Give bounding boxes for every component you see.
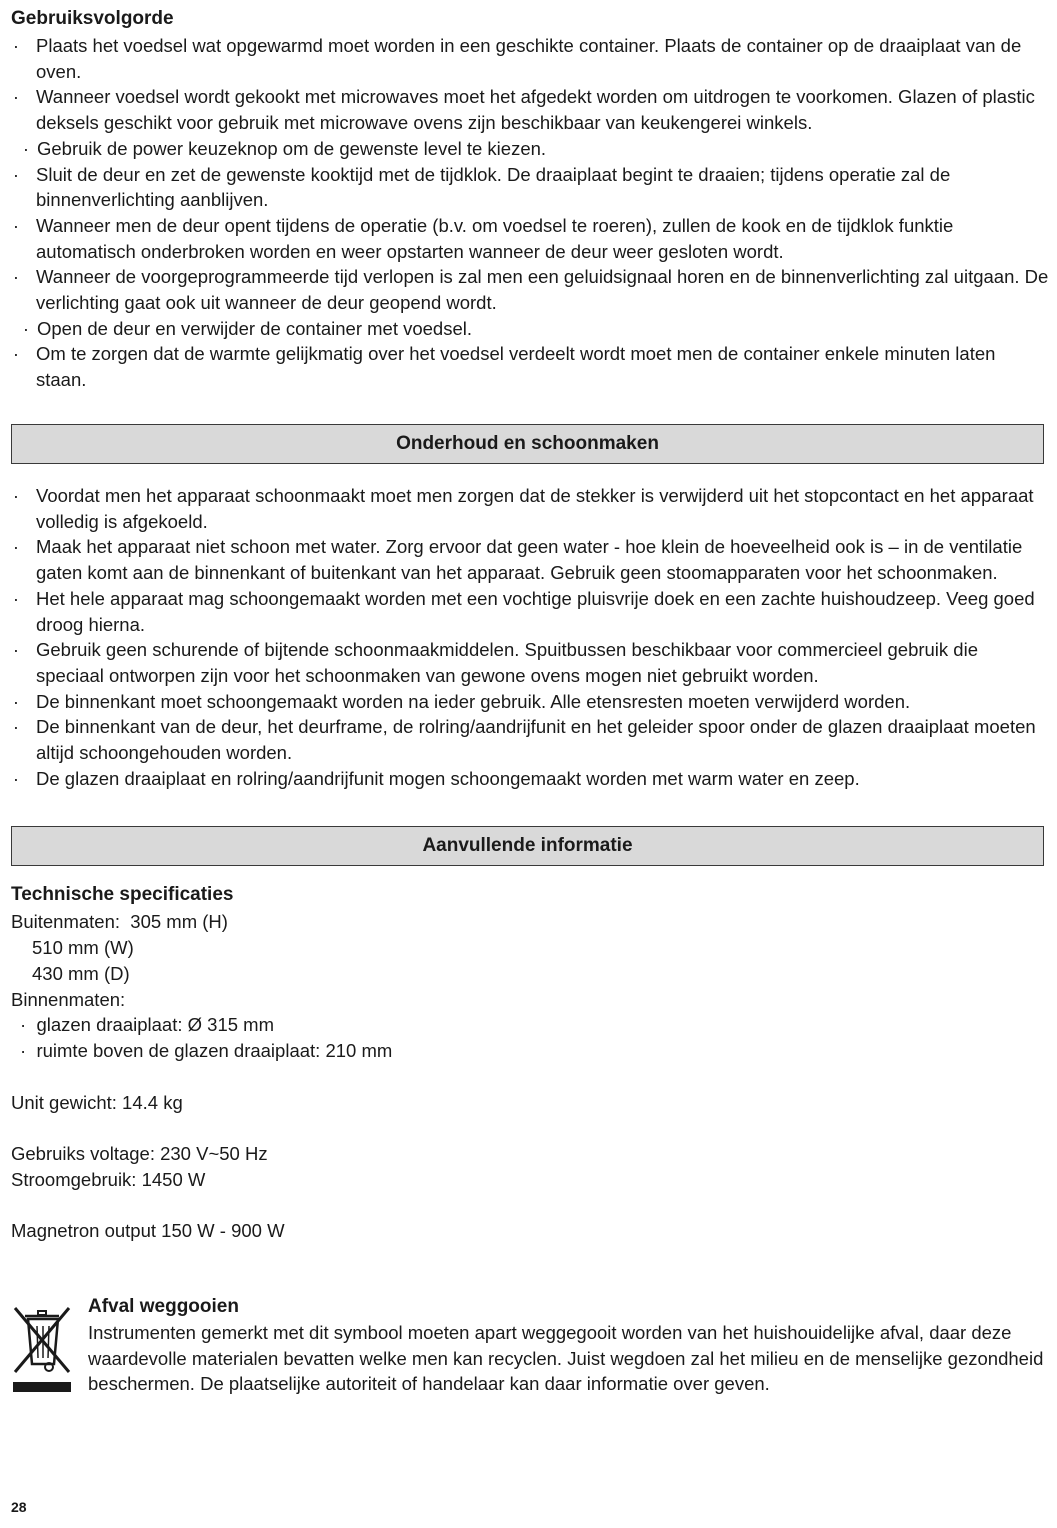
list-item: · Wanneer men de deur opent tijdens de operatie (b.v. om voedsel te roeren), zullen de kook en de tijdklok funktie automatisch onderbroken worden en weer opstarten wanneer de deur weer gesloten wordt. — [10, 213, 1050, 264]
turntable-row — [20, 1014, 274, 1036]
bullet-icon: · — [20, 1014, 27, 1035]
list-item: · Voordat men het apparaat schoonmaakt moet men zorgen dat de stekker is verwijderd uit het stopcontact en het apparaat volledig is afgekoeld. — [10, 483, 1050, 534]
list-item: · Maak het apparaat niet schoon met water. Zorg ervoor dat geen water - hoe klein de hoeveelheid ook is – in de ventilatie gaten komt aan de binnenkant of buitenkant van het apparaat. Gebruik geen stoomapparaten voor het schoonmaken. — [10, 534, 1050, 585]
list-item: · De glazen draaiplaat en rolring/aandrijfunit mogen schoongemaakt worden met warm water en zeep. — [10, 766, 1050, 792]
page-number: 28 — [11, 1499, 27, 1515]
outer-dimensions-label: Buitenmaten: — [11, 911, 121, 932]
bullet-icon: · — [12, 716, 20, 738]
disposal-heading: Afval weggooien — [88, 1296, 239, 1317]
bullet-icon: · — [12, 587, 20, 609]
list-item: · Sluit de deur en zet de gewenste kooktijd met de tijdklok. De draaiplaat begint te draaien; tijdens operatie zal de binnenverlichting aanblijven. — [10, 162, 1050, 213]
bullet-icon: · — [22, 137, 30, 159]
outer-dimensions-row — [11, 911, 228, 933]
voltage-value: Gebruiks voltage: 230 V~50 Hz — [11, 1143, 268, 1164]
list-item: · Gebruik de power keuzeknop om de gewenste level te kiezen. — [10, 136, 1050, 162]
usage-list — [10, 33, 1050, 393]
list-item: · Het hele apparaat mag schoongemaakt worden met een vochtige pluisvrije doek en een zachte huishoudzeep. Veeg goed droog hierna. — [10, 586, 1050, 637]
maintenance-section-bar: Onderhoud en schoonmaken — [11, 424, 1044, 464]
bullet-icon: · — [12, 485, 20, 506]
additional-info-section-bar: Aanvullende informatie — [11, 826, 1044, 866]
bullet-icon: · — [12, 35, 20, 56]
list-item: · Wanneer voedsel wordt gekookt met microwaves moet het afgedekt worden om uitdrogen te voorkomen. Glazen of plastic deksels geschikt voor gebruik met microwave ovens zijn beschikbaar van keukengerei winkels. — [10, 84, 1050, 135]
list-item: · Om te zorgen dat de warmte gelijkmatig over het voedsel verdeelt wordt moet men de container enkele minuten laten staan. — [10, 341, 1050, 392]
list-item: · De binnenkant moet schoongemaakt worden na ieder gebruik. Alle etensresten moeten verwijderd worden. — [10, 689, 1050, 715]
list-item: · De binnenkant van de deur, het deurframe, de rolring/aandrijfunit en het geleider spoor onder de glazen draaiplaat moeten altijd schoongehouden worden. — [10, 714, 1050, 765]
bullet-icon: · — [20, 1040, 27, 1061]
maintenance-list — [10, 483, 1050, 791]
weight-value: Unit gewicht: 14.4 kg — [11, 1092, 183, 1113]
bullet-icon: · — [12, 639, 20, 661]
list-item: · Open de deur en verwijder de container met voedsel. — [10, 316, 1050, 342]
bullet-icon: · — [12, 86, 20, 108]
list-item: · Gebruik geen schurende of bijtende schoonmaakmiddelen. Spuitbussen beschikbaar voor commercieel gebruik die speciaal ontworpen zijn voor het schoonmaken van gewone ovens mogen niet gebruikt worden. — [10, 637, 1050, 688]
specs-heading: Technische specificaties — [11, 884, 234, 905]
turntable-value: glazen draaiplaat: Ø 315 mm — [36, 1014, 274, 1035]
outer-width-value: 510 mm (W) — [32, 937, 134, 958]
bullet-icon: · — [12, 690, 20, 712]
bullet-icon: · — [12, 343, 20, 365]
power-value: Stroomgebruik: 1450 W — [11, 1169, 206, 1190]
outer-height-value: 305 mm (H) — [130, 911, 228, 932]
outer-depth-value: 430 mm (D) — [32, 963, 130, 984]
crossed-out-wheelie-bin-icon — [11, 1302, 73, 1394]
bullet-icon: · — [12, 536, 20, 558]
inner-dimensions-label: Binnenmaten: — [11, 989, 126, 1010]
magnetron-value: Magnetron output 150 W - 900 W — [11, 1220, 285, 1241]
space-above-row — [20, 1040, 392, 1062]
list-item: · Wanneer de voorgeprogrammeerde tijd verlopen is zal men een geluidsignaal horen en de binnenverlichting zal uitgaan. De verlichting gaat ook uit wanneer de deur geopend wordt. — [10, 264, 1050, 315]
bullet-icon: · — [12, 214, 20, 236]
bullet-icon: · — [12, 266, 20, 288]
list-item: · Plaats het voedsel wat opgewarmd moet worden in een geschikte container. Plaats de container op de draaiplaat van de oven. — [10, 33, 1050, 84]
bullet-icon: · — [22, 317, 30, 339]
bullet-icon: · — [12, 767, 20, 789]
bullet-icon: · — [12, 163, 20, 185]
usage-heading: Gebruiksvolgorde — [11, 8, 174, 29]
space-above-value: ruimte boven de glazen draaiplaat: 210 mm — [36, 1040, 393, 1061]
disposal-text: Instrumenten gemerkt met dit symbool moeten apart weggegooit worden van het huishouidelijke afval, daar deze waardevolle materialen bevatten welke men kan recyclen. Juist wegdoen zal het milieu en de menselijke gezondheid beschermen. De plaatselijke autoriteit of handelaar kan daar informatie over geven. — [88, 1322, 1044, 1395]
